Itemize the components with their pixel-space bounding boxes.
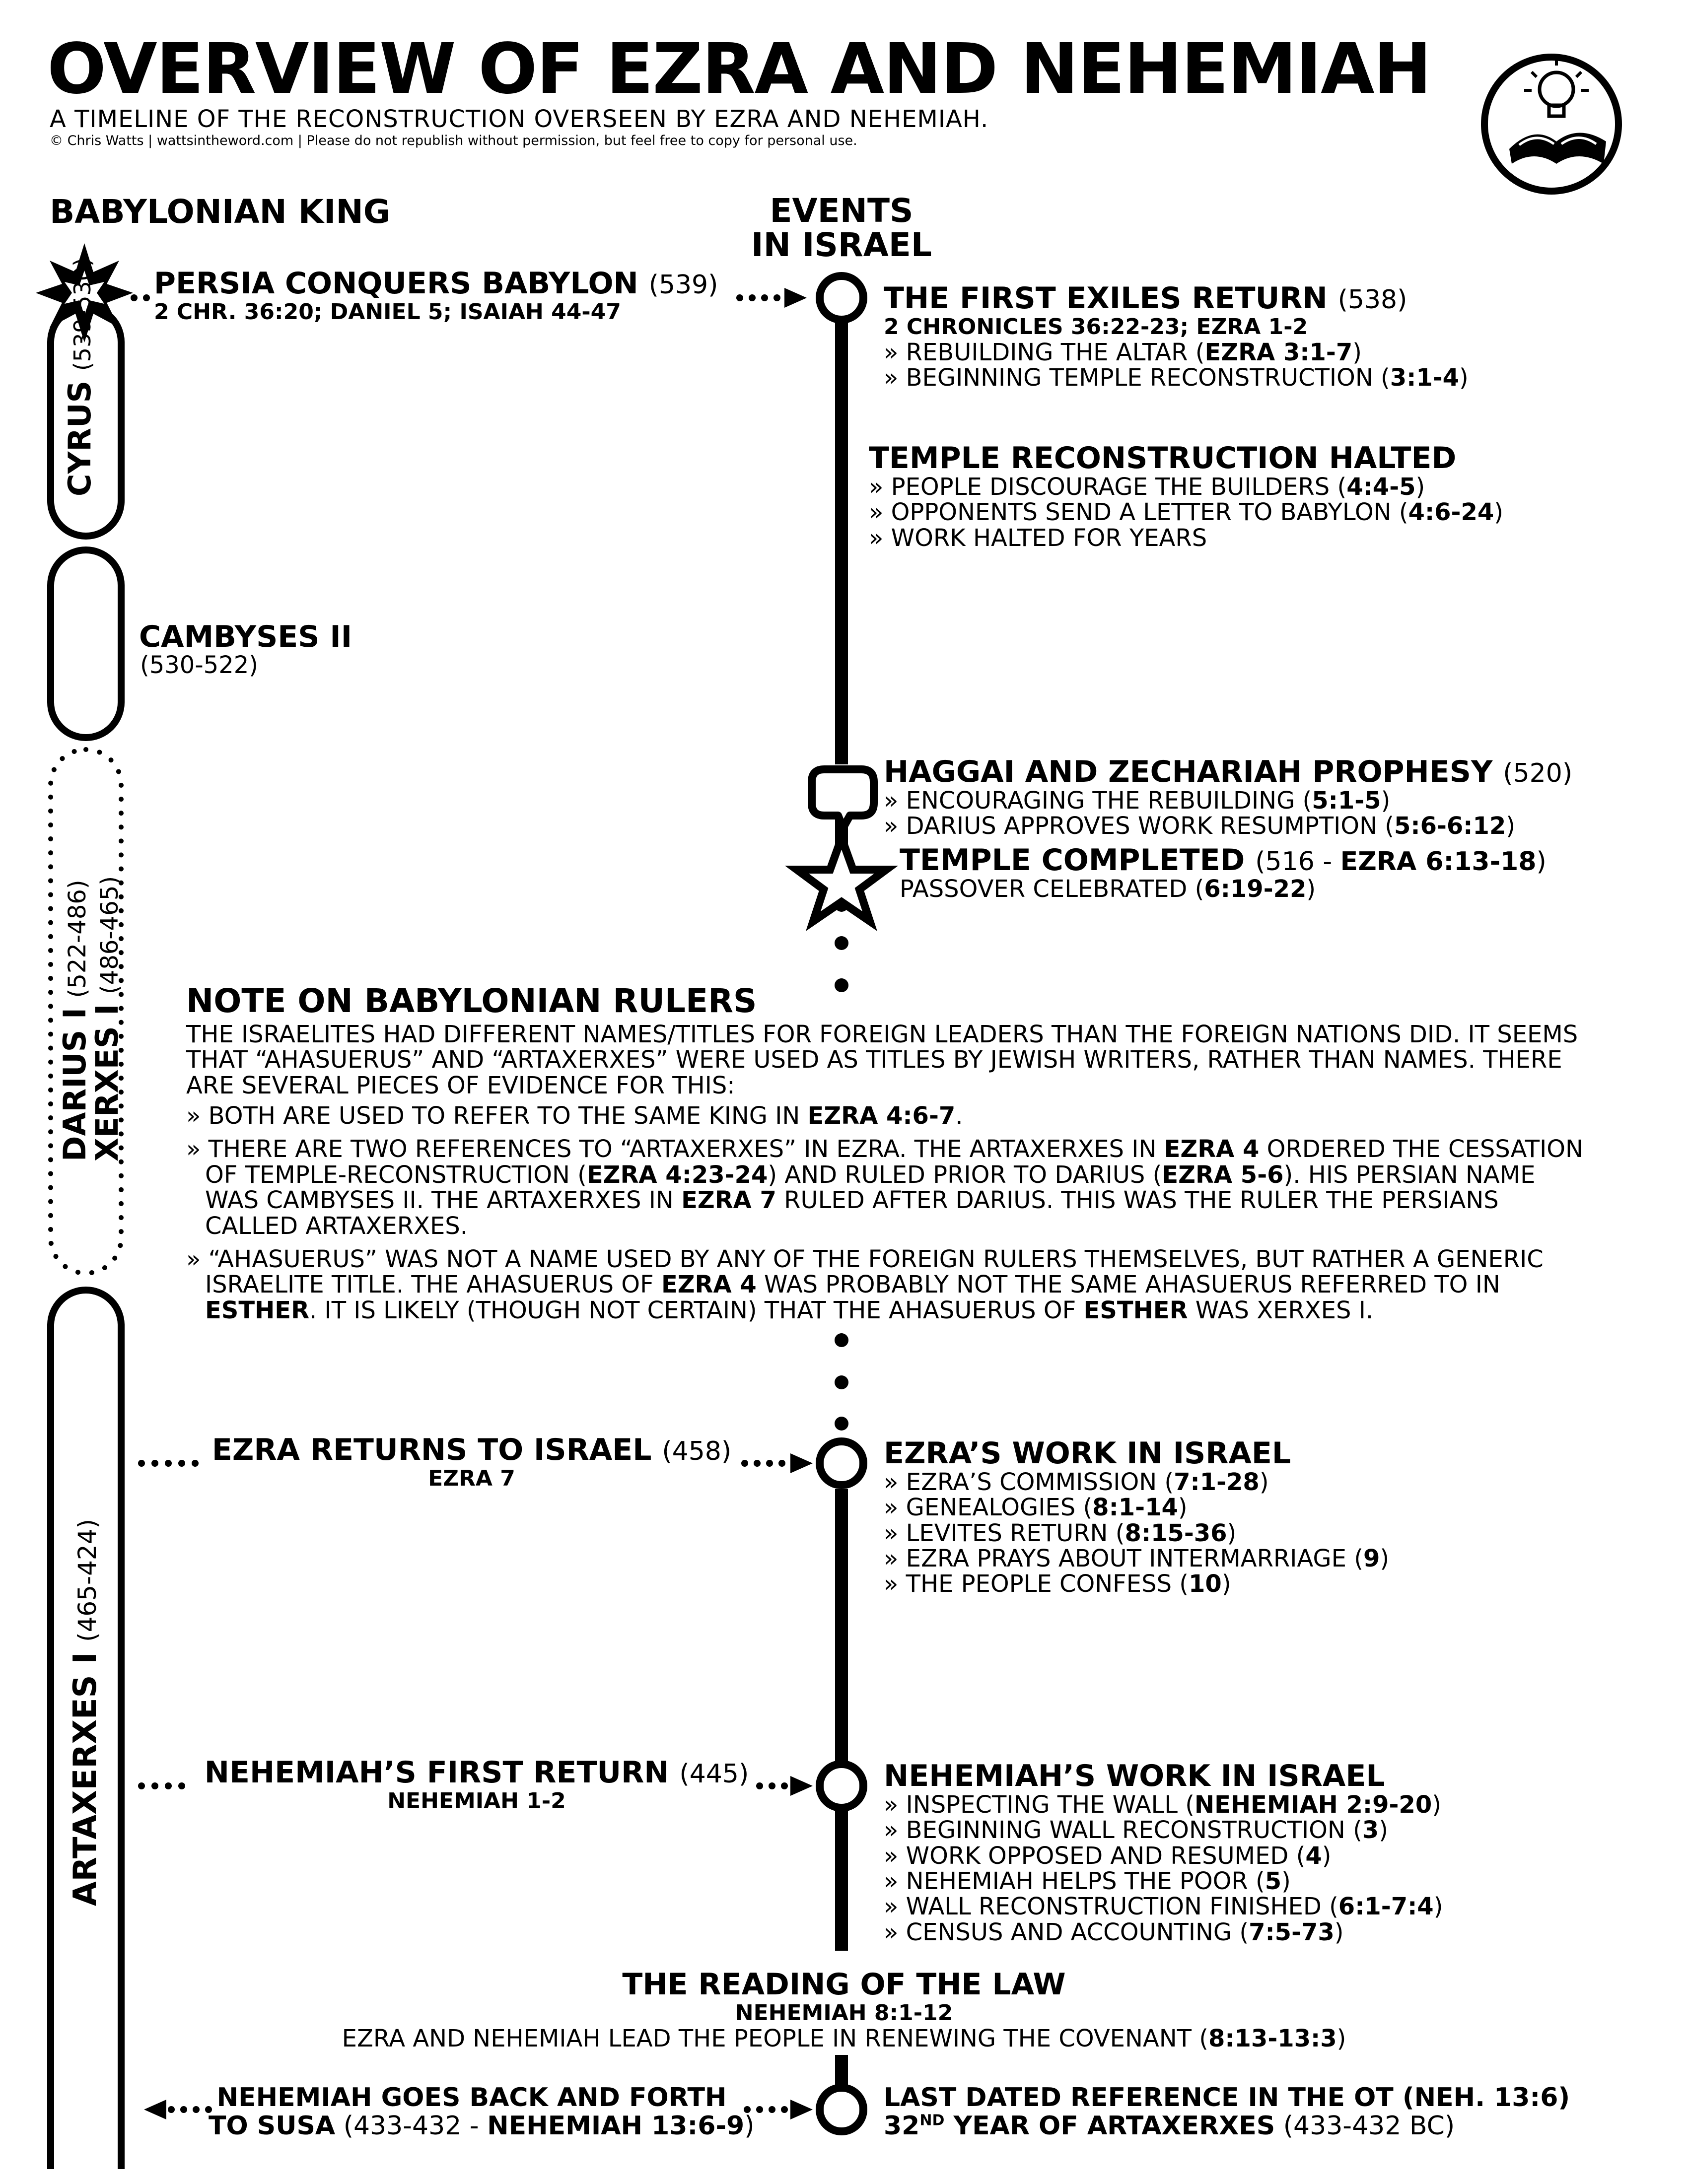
event-nehemiah-susa: NEHEMIAH GOES BACK AND FORTH TO SUSA (433-432 - NEHEMIAH 13:6-9) bbox=[209, 2083, 755, 2141]
cambyses-bar bbox=[51, 550, 121, 738]
note-babylonian-rulers: NOTE ON BABYLONIAN RULERS THE ISRAELITES HAD DIFFERENT NAMES/TITLES FOR FOREIGN LEADERS THAN THE FOREIGN NATIONS DID. IT SEEMS THAT “AHASUERUS” AND “ARTAXERXES” WERE USED AS TITLES BY JEWISH WRITERS, RATHER THAN NAMES. THERE ARE SEVERAL PIECES OF EVIDENCE FOR THIS: » BOTH ARE USED TO REFER TO THE SAME KING IN EZRA 4:6-7. » THERE ARE TWO REFERENCES TO “ARTAXERXES” IN EZRA. THE ARTAXERXES IN EZRA 4 ORDERED THE CESSATION OF TEMPLE-RECONSTRUCTION (EZRA 4:23-24) AND RULED PRIOR TO DARIUS (EZRA 5-6). HIS PERSIAN NAME WAS CAMBYSES II. THE ARTAXERXES IN EZRA 7 RULED AFTER DARIUS. THIS WAS THE RULER THE PERSIANS CALLED ARTAXERXES. » “AHASUERUS” WAS NOT A NAME USED BY ANY OF THE FOREIGN RULERS THEMSELVES, BUT RATHER A GENERIC ISRAELITE TITLE. THE AHASUERUS OF EZRA 4 WAS PROBABLY NOT THE SAME AHASUERUS REFERRED TO IN ESTHER. IT IS LIKELY (THOUGH NOT CERTAIN) THAT THE AHASUERUS OF ESTHER WAS XERXES I. bbox=[186, 982, 1583, 1324]
list-item: » DARIUS APPROVES WORK RESUMPTION (5:6-6:12) bbox=[884, 812, 1516, 840]
kings-column-header: BABYLONIAN KING bbox=[50, 193, 390, 231]
event-temple-halted: TEMPLE RECONSTRUCTION HALTED » PEOPLE DISCOURAGE THE BUILDERS (4:4-5) » OPPONENTS SEND A LETTER TO BABYLON (4:6-24) » WORK HALTED FOR YEARS bbox=[869, 441, 1503, 552]
copyright-notice: © Chris Watts | wattsintheword.com | Please do not republish without permission, but feel free to copy for personal use. bbox=[50, 133, 857, 148]
event-last-dated-reference: LAST DATED REFERENCE IN THE OT (NEH. 13:6) 32ND YEAR OF ARTAXERXES (433-432 BC) bbox=[884, 2083, 1570, 2141]
event-ezra-work: EZRA’S WORK IN ISRAEL » EZRA’S COMMISSION (7:1-28) » GENEALOGIES (8:1-14) » LEVITES RETURN (8:15-36) » EZRA PRAYS ABOUT INTERMARRIAGE (9) » THE PEOPLE CONFESS (10) bbox=[884, 1436, 1390, 1598]
event-circle-last bbox=[820, 2088, 863, 2131]
list-item: » REBUILDING THE ALTAR (EZRA 3:1-7) bbox=[884, 338, 1362, 366]
list-item: » WALL RECONSTRUCTION FINISHED (6:1-7:4) bbox=[884, 1893, 1443, 1921]
king-cambyses-years: (530-522) bbox=[140, 651, 259, 679]
list-item: » LEVITES RETURN (8:15-36) bbox=[884, 1519, 1237, 1547]
king-cambyses: CAMBYSES II bbox=[139, 619, 352, 654]
event-circle-first-return bbox=[820, 276, 863, 320]
list-item: » NEHEMIAH HELPS THE POOR (5) bbox=[884, 1867, 1291, 1896]
speech-bubble-icon bbox=[812, 769, 874, 828]
king-darius-xerxes: DARIUS I (522-486) XERXES I (486-465) bbox=[57, 876, 126, 1161]
list-item: » WORK OPPOSED AND RESUMED (4) bbox=[884, 1842, 1332, 1870]
king-artaxerxes: ARTAXERXES I (465-424) bbox=[67, 1518, 104, 1906]
event-nehemiah-first-return: NEHEMIAH’S FIRST RETURN (445) NEHEMIAH 1-2 bbox=[204, 1755, 749, 1814]
lightbulb-book-logo bbox=[1484, 57, 1618, 191]
king-cyrus: CYRUS (539-530) bbox=[62, 258, 98, 496]
list-item: » BEGINNING WALL RECONSTRUCTION (3) bbox=[884, 1816, 1388, 1844]
list-item: » OPPONENTS SEND A LETTER TO BABYLON (4:6-24) bbox=[869, 498, 1503, 527]
list-item: » EZRA’S COMMISSION (7:1-28) bbox=[884, 1468, 1269, 1496]
list-item: » GENEALOGIES (8:1-14) bbox=[884, 1494, 1188, 1522]
event-temple-completed: TEMPLE COMPLETED (516 - EZRA 6:13-18) PASSOVER CELEBRATED (6:19-22) bbox=[900, 843, 1547, 903]
list-item: » ENCOURAGING THE REBUILDING (5:1-5) bbox=[884, 787, 1391, 815]
event-nehemiah-work: NEHEMIAH’S WORK IN ISRAEL » INSPECTING THE WALL (NEHEMIAH 2:9-20) » BEGINNING WALL RECONSTRUCTION (3) » WORK OPPOSED AND RESUMED (4) » NEHEMIAH HELPS THE POOR (5) » WALL RECONSTRUCTION FINISHED (6:1-7:4) » CENSUS AND ACCOUNTING (7:5-73) bbox=[884, 1759, 1443, 1946]
event-circle-nehemiah-work bbox=[820, 1764, 863, 1808]
event-ezra-returns: EZRA RETURNS TO ISRAEL (458) EZRA 7 bbox=[211, 1433, 732, 1491]
event-persia-conquers: PERSIA CONQUERS BABYLON (539) 2 CHR. 36:20; DANIEL 5; ISAIAH 44-47 bbox=[154, 266, 718, 325]
events-column-header: EVENTS IN ISRAEL bbox=[751, 192, 932, 265]
event-haggai-zechariah: HAGGAI AND ZECHARIAH PROPHESY (520) » ENCOURAGING THE REBUILDING (5:1-5) » DARIUS APPROVES WORK RESUMPTION (5:6-6:12) bbox=[884, 754, 1573, 840]
list-item: » EZRA PRAYS ABOUT INTERMARRIAGE (9) bbox=[884, 1545, 1390, 1573]
page-subtitle: A TIMELINE OF THE RECONSTRUCTION OVERSEEN BY EZRA AND NEHEMIAH. bbox=[50, 105, 989, 133]
list-item: » PEOPLE DISCOURAGE THE BUILDERS (4:4-5) bbox=[869, 473, 1425, 501]
list-item: » INSPECTING THE WALL (NEHEMIAH 2:9-20) bbox=[884, 1791, 1441, 1819]
event-reading-of-law: THE READING OF THE LAW NEHEMIAH 8:1-12 EZRA AND NEHEMIAH LEAD THE PEOPLE IN RENEWING THE COVENANT (8:13-13:3) bbox=[342, 1967, 1346, 2052]
list-item: » WORK HALTED FOR YEARS bbox=[869, 524, 1207, 552]
page-title: OVERVIEW OF EZRA AND NEHEMIAH bbox=[47, 29, 1431, 110]
event-first-exiles-return: THE FIRST EXILES RETURN (538) 2 CHRONICLES 36:22-23; EZRA 1-2 » REBUILDING THE ALTAR (EZRA 3:1-7) » BEGINNING TEMPLE RECONSTRUCTION (3:1-4) bbox=[884, 281, 1469, 392]
list-item: » THE PEOPLE CONFESS (10) bbox=[884, 1570, 1231, 1598]
list-item: » CENSUS AND ACCOUNTING (7:5-73) bbox=[884, 1918, 1344, 1946]
event-circle-ezra-work bbox=[820, 1441, 863, 1485]
list-item: » BEGINNING TEMPLE RECONSTRUCTION (3:1-4) bbox=[884, 363, 1469, 392]
